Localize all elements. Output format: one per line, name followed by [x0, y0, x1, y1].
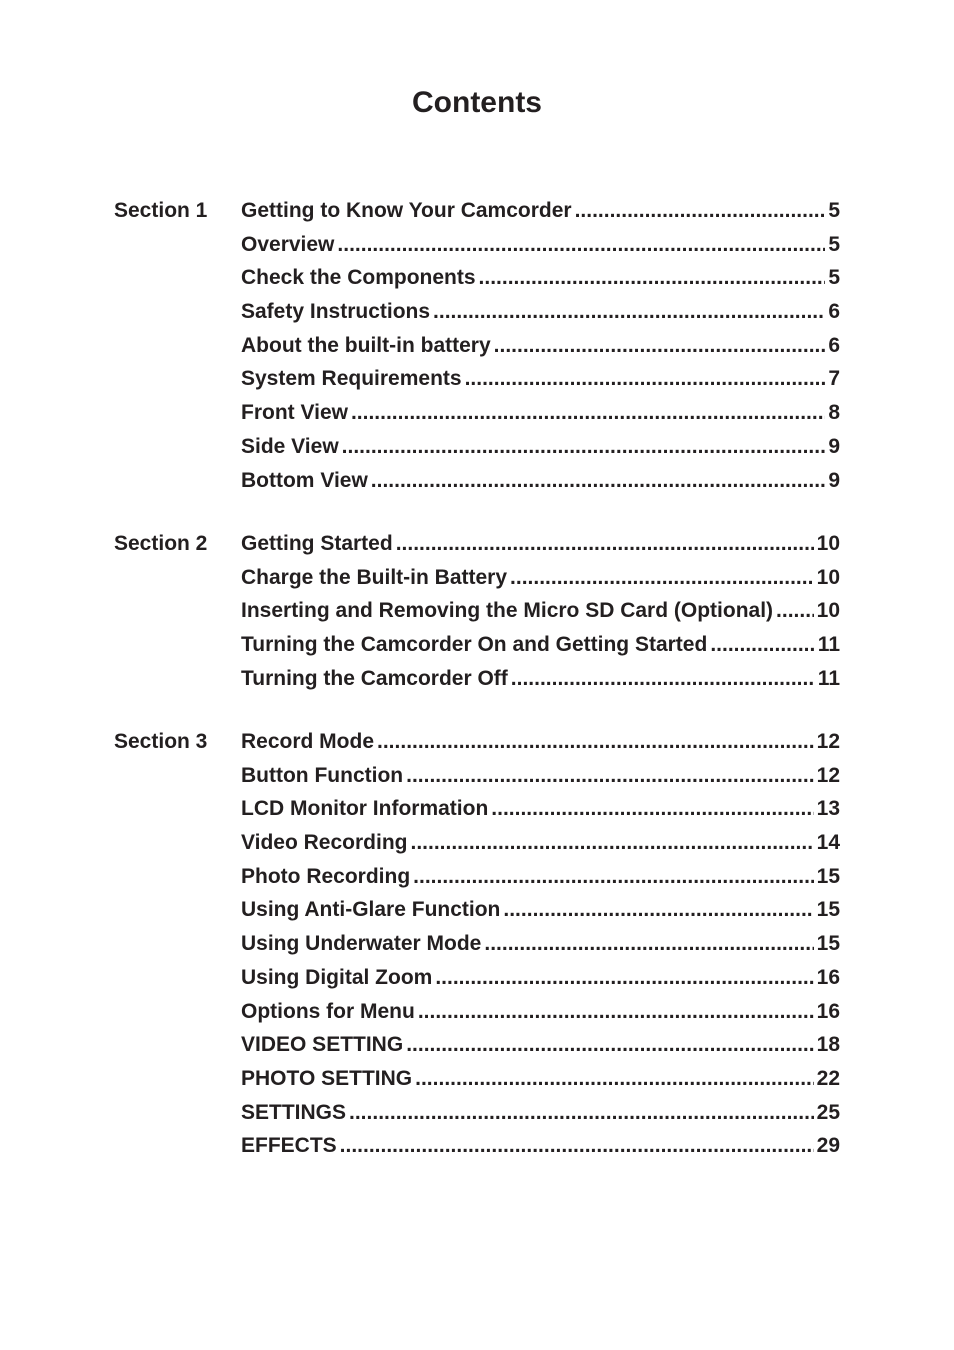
dot-leader — [340, 1133, 814, 1159]
toc-entry[interactable] — [241, 265, 840, 299]
dot-leader — [494, 333, 826, 359]
toc-entry[interactable] — [241, 796, 840, 830]
dot-leader — [342, 434, 826, 460]
toc-entry-page: 5 — [828, 232, 840, 256]
toc-entry[interactable] — [241, 897, 840, 931]
toc-entry-page: 18 — [816, 1033, 840, 1057]
toc-entry-title: Safety Instructions — [241, 300, 431, 324]
section-label: Section 1 — [114, 199, 208, 222]
dot-leader — [491, 796, 813, 822]
toc-entry-page: 5 — [828, 266, 840, 290]
toc-entry[interactable] — [241, 565, 840, 599]
toc-entry[interactable] — [241, 666, 840, 700]
toc-entry-title: Check the Components — [241, 266, 476, 290]
toc-entry-title: Turning the Camcorder On and Getting Started — [241, 633, 708, 657]
toc-entry-page: 16 — [816, 999, 840, 1023]
toc-entry-title: VIDEO SETTING — [241, 1033, 404, 1057]
toc-entry-page: 29 — [816, 1134, 840, 1158]
toc-entry-title: Turning the Camcorder Off — [241, 666, 508, 690]
toc-entry[interactable] — [241, 931, 840, 965]
toc-entry[interactable] — [241, 1066, 840, 1100]
toc-entry-title: Overview — [241, 232, 335, 256]
toc-entry-title: Front View — [241, 401, 348, 425]
toc-entry-page: 5 — [828, 199, 840, 222]
toc-entry-title: Options for Menu — [241, 999, 415, 1023]
toc-entry-title: Using Digital Zoom — [241, 965, 433, 989]
toc-entry[interactable] — [241, 965, 840, 999]
toc-entry-page: 15 — [816, 932, 840, 956]
toc-entry-title: Bottom View — [241, 468, 368, 492]
toc-entry-page: 15 — [816, 864, 840, 888]
toc-entry-title: EFFECTS — [241, 1134, 337, 1158]
toc-entry-page: 10 — [816, 532, 840, 555]
toc-entry-page: 10 — [816, 599, 840, 623]
dot-leader — [575, 198, 826, 224]
toc-entry[interactable] — [241, 299, 840, 333]
toc-entry-title: Video Recording — [241, 831, 408, 855]
dot-leader — [337, 232, 825, 258]
toc-entry[interactable] — [241, 999, 840, 1033]
dot-leader — [510, 565, 814, 591]
toc-entry[interactable] — [241, 598, 840, 632]
toc-entry[interactable] — [241, 1100, 840, 1134]
toc-entry[interactable] — [241, 400, 840, 434]
toc-entry[interactable] — [241, 531, 840, 565]
toc-entry-page: 6 — [828, 333, 840, 357]
dot-leader — [465, 366, 826, 392]
toc-entry-page: 25 — [816, 1100, 840, 1124]
toc-entry-list — [241, 531, 840, 699]
toc-entry[interactable] — [241, 632, 840, 666]
toc-entry-title: Button Function — [241, 763, 404, 787]
dot-leader — [413, 864, 813, 890]
toc-entry-title: Getting to Know Your Camcorder — [241, 199, 572, 222]
toc-entry-page: 7 — [828, 367, 840, 391]
page-title: Contents — [412, 86, 542, 119]
toc-entry-title: Record Mode — [241, 730, 375, 753]
toc-entry-page: 13 — [816, 797, 840, 821]
dot-leader — [396, 531, 814, 557]
toc-entry-list — [241, 198, 840, 501]
toc-entry-page: 8 — [828, 401, 840, 425]
toc-entry-title: LCD Monitor Information — [241, 797, 489, 821]
toc-entry-title: About the built-in battery — [241, 333, 491, 357]
toc-entry-title: Side View — [241, 434, 339, 458]
toc-entry-title: Photo Recording — [241, 864, 411, 888]
dot-leader — [418, 999, 814, 1025]
toc-entry[interactable] — [241, 864, 840, 898]
toc-entry[interactable] — [241, 198, 840, 232]
toc-entry-title: PHOTO SETTING — [241, 1066, 413, 1090]
toc-entry-page: 15 — [816, 898, 840, 922]
toc-entry-page: 22 — [816, 1066, 840, 1090]
toc-entry-page: 14 — [816, 831, 840, 855]
section-label: Section 2 — [114, 532, 208, 555]
toc-entry-page: 11 — [817, 633, 840, 657]
toc-entry-title: Using Anti-Glare Function — [241, 898, 501, 922]
toc-entry-page: 9 — [828, 468, 840, 492]
toc-entry-page: 12 — [816, 763, 840, 787]
dot-leader — [371, 468, 826, 494]
dot-leader — [433, 299, 825, 325]
dot-leader — [377, 729, 814, 755]
toc-entry[interactable] — [241, 366, 840, 400]
toc-entry-page: 16 — [816, 965, 840, 989]
toc-entry[interactable] — [241, 763, 840, 797]
dot-leader — [479, 265, 826, 291]
toc-entry-title: Inserting and Removing the Micro SD Card (Optional) — [241, 599, 774, 623]
toc-entry-title: Getting Started — [241, 532, 393, 555]
toc-entry-page: 12 — [816, 730, 840, 753]
toc-entry[interactable] — [241, 468, 840, 502]
toc-entry[interactable] — [241, 434, 840, 468]
toc-entry-title: Charge the Built-in Battery — [241, 565, 508, 589]
dot-leader — [351, 400, 825, 426]
toc-entry[interactable] — [241, 830, 840, 864]
toc-entry-page: 11 — [817, 666, 840, 690]
toc-entry-list — [241, 729, 840, 1167]
toc-entry-title: SETTINGS — [241, 1100, 347, 1124]
dot-leader — [776, 598, 814, 624]
toc-entry[interactable] — [241, 333, 840, 367]
toc-entry-title: Using Underwater Mode — [241, 932, 482, 956]
dot-leader — [503, 897, 813, 923]
dot-leader — [710, 632, 814, 658]
dot-leader — [435, 965, 813, 991]
toc-entry-page: 6 — [828, 300, 840, 324]
section-label: Section 3 — [114, 730, 208, 753]
toc-entry-page: 9 — [828, 434, 840, 458]
toc-entry-title: System Requirements — [241, 367, 462, 391]
dot-leader — [410, 830, 813, 856]
dot-leader — [511, 666, 815, 692]
toc-entry[interactable] — [241, 1032, 840, 1066]
dot-leader — [349, 1100, 814, 1126]
toc-entry-page: 10 — [816, 565, 840, 589]
dot-leader — [406, 763, 814, 789]
toc-entry[interactable] — [241, 232, 840, 266]
dot-leader — [484, 931, 813, 957]
dot-leader — [406, 1032, 813, 1058]
dot-leader — [415, 1066, 814, 1092]
toc-entry[interactable] — [241, 729, 840, 763]
toc-entry[interactable] — [241, 1133, 840, 1167]
